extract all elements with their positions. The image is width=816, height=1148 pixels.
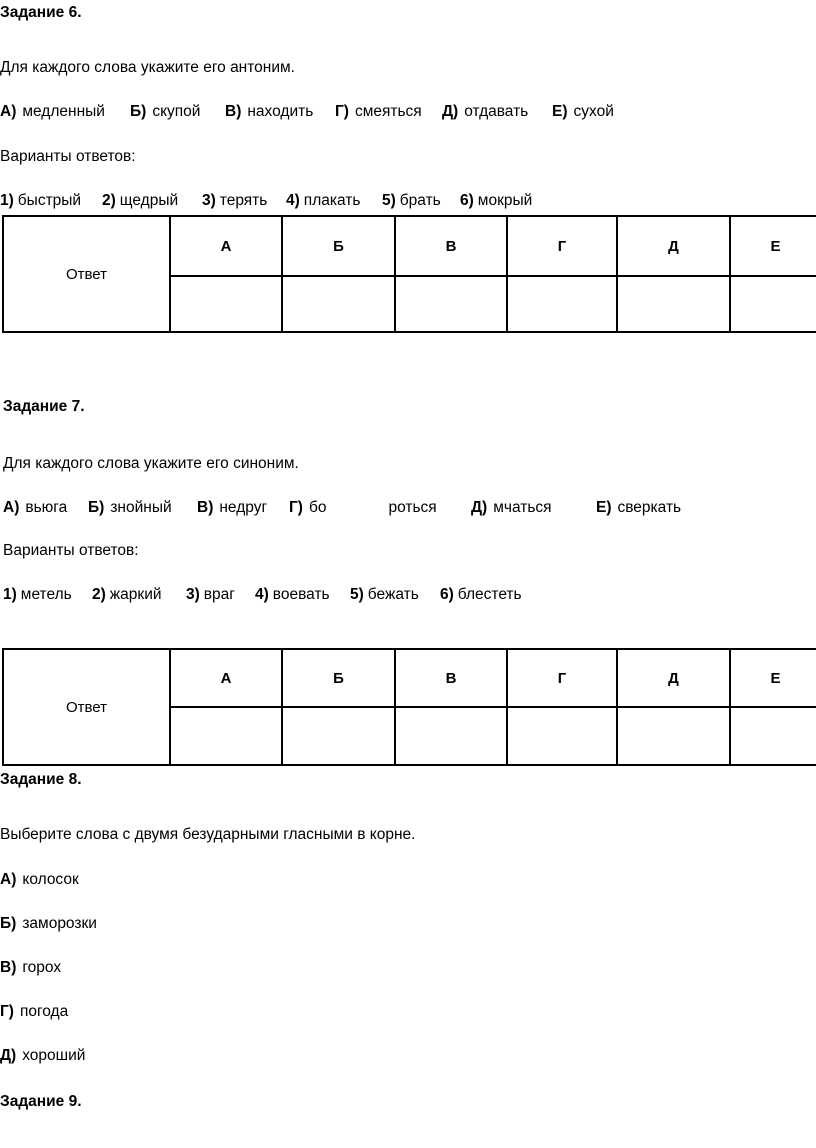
task7-col-a: А xyxy=(170,649,282,707)
task6-col-c: В xyxy=(395,216,507,276)
task6-answer-cell-a[interactable] xyxy=(170,276,282,332)
task7-answer-cell-a[interactable] xyxy=(170,707,282,765)
task7-option-2: 2) жаркий xyxy=(92,586,162,603)
task6-answer-table xyxy=(2,215,816,333)
task6-variants-label: Варианты ответов: xyxy=(0,148,136,165)
task6-word-a: А) медленный xyxy=(0,103,105,120)
task8-item-d: Г) погода xyxy=(0,1003,69,1020)
task7-option-3: 3) враг xyxy=(186,586,235,603)
task7-col-c: В xyxy=(395,649,507,707)
task7-col-d: Г xyxy=(507,649,617,707)
task6-col-b: Б xyxy=(282,216,395,276)
task6-instruction: Для каждого слова укажите его антоним. xyxy=(0,59,295,76)
task7-word-d: Г) бо роться xyxy=(289,499,437,516)
task7-answer-label: Ответ xyxy=(3,649,170,765)
task7-title: Задание 7. xyxy=(3,398,85,415)
task7-answer-cell-b[interactable] xyxy=(282,707,395,765)
task6-word-b: Б) скупой xyxy=(130,103,201,120)
task6-option-4: 4) плакать xyxy=(286,192,361,209)
task7-answer-table xyxy=(2,648,816,766)
task9-title: Задание 9. xyxy=(0,1093,82,1110)
task6-col-f: Е xyxy=(730,216,816,276)
task7-answer-cell-f[interactable] xyxy=(730,707,816,765)
task7-word-a: А) вьюга xyxy=(3,499,68,516)
task6-answer-cell-c[interactable] xyxy=(395,276,507,332)
task6-answer-cell-d[interactable] xyxy=(507,276,617,332)
task6-option-3: 3) терять xyxy=(202,192,268,209)
task6-answer-cell-f[interactable] xyxy=(730,276,816,332)
task7-answer-cell-c[interactable] xyxy=(395,707,507,765)
task6-word-f: Е) сухой xyxy=(552,103,614,120)
task7-option-6: 6) блестеть xyxy=(440,586,522,603)
task6-option-1: 1) быстрый xyxy=(0,192,82,209)
task6-col-a: А xyxy=(170,216,282,276)
task6-option-2: 2) щедрый xyxy=(102,192,179,209)
task7-instruction: Для каждого слова укажите его синоним. xyxy=(3,455,299,472)
task6-option-5: 5) брать xyxy=(382,192,441,209)
task8-item-c: В) горох xyxy=(0,959,62,976)
task8-item-e: Д) хороший xyxy=(0,1047,86,1064)
task6-answer-cell-b[interactable] xyxy=(282,276,395,332)
task7-answer-cell-d[interactable] xyxy=(507,707,617,765)
task6-col-e: Д xyxy=(617,216,730,276)
task7-col-f: Е xyxy=(730,649,816,707)
task6-answer-label: Ответ xyxy=(3,216,170,332)
task7-answer-cell-e[interactable] xyxy=(617,707,730,765)
task7-word-c: В) недруг xyxy=(197,499,268,516)
task6-answer-cell-e[interactable] xyxy=(617,276,730,332)
task6-word-c: В) находить xyxy=(225,103,314,120)
task7-word-b: Б) знойный xyxy=(88,499,172,516)
task8-item-b: Б) заморозки xyxy=(0,915,97,932)
task6-title: Задание 6. xyxy=(0,4,82,21)
task6-word-d: Г) смеяться xyxy=(335,103,422,120)
task8-instruction: Выберите слова с двумя безударными гласными в корне. xyxy=(0,826,416,843)
task7-col-b: Б xyxy=(282,649,395,707)
task6-col-d: Г xyxy=(507,216,617,276)
task8-item-a: А) колосок xyxy=(0,871,79,888)
task6-option-6: 6) мокрый xyxy=(460,192,533,209)
task7-option-1: 1) метель xyxy=(3,586,72,603)
task7-option-5: 5) бежать xyxy=(350,586,419,603)
task7-variants-label: Варианты ответов: xyxy=(3,542,139,559)
task7-col-e: Д xyxy=(617,649,730,707)
task8-title: Задание 8. xyxy=(0,771,82,788)
task6-word-e: Д) отдавать xyxy=(442,103,529,120)
task7-word-e: Д) мчаться xyxy=(471,499,552,516)
task7-option-4: 4) воевать xyxy=(255,586,330,603)
task7-word-f: Е) сверкать xyxy=(596,499,682,516)
